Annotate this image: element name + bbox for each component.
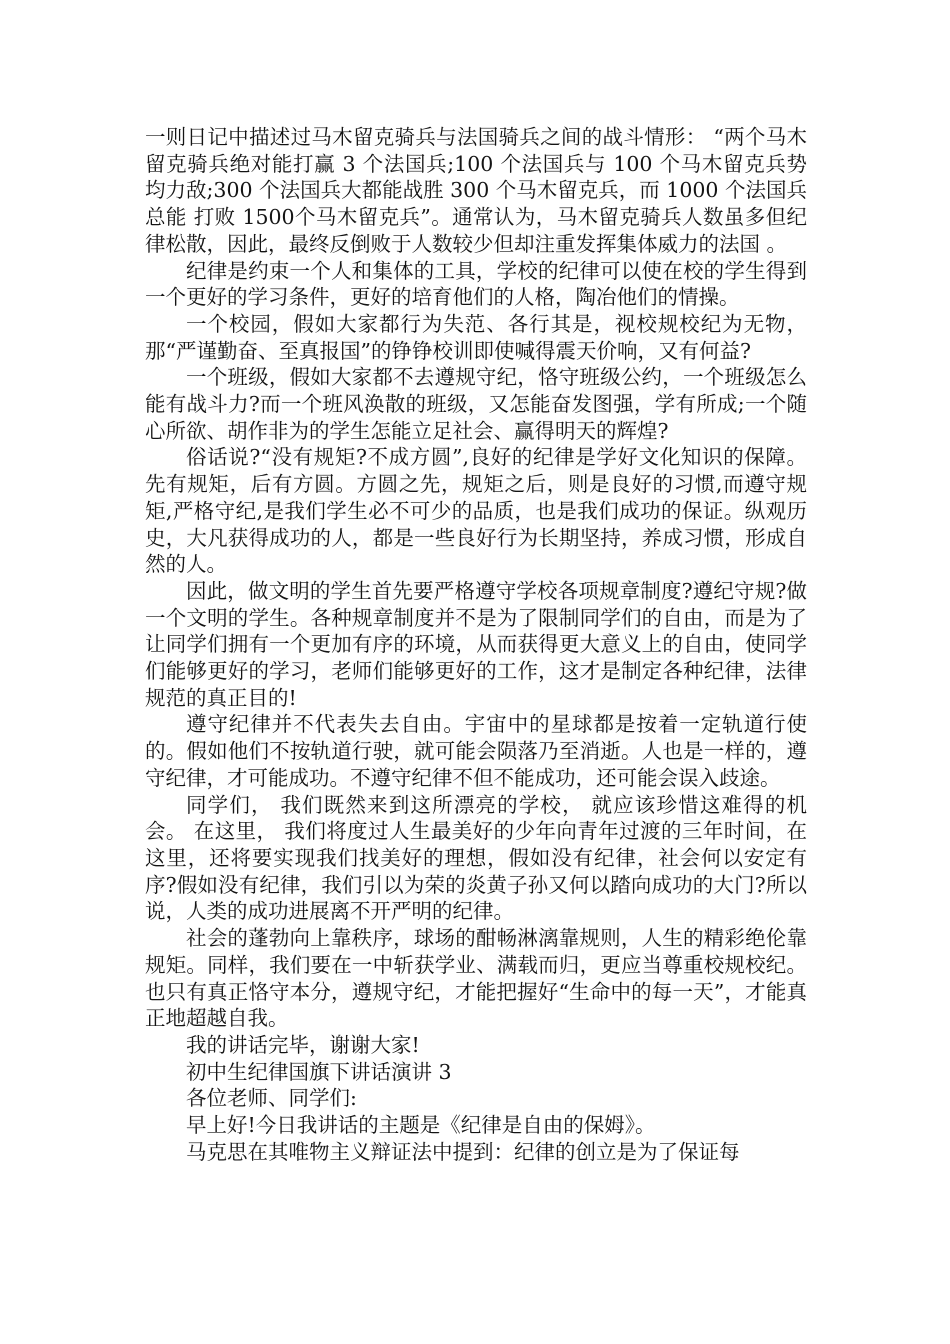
paragraph: 一则日记中描述过马木留克骑兵与法国骑兵之间的战斗情形： “两个马木留克骑兵绝对能打赢 3 个法国兵;100 个法国兵与 100 个马木留克兵势均力敌;300 个法国兵大都能战胜 300 个马木留克兵，而 1000 个法国兵总能 打败 1500个马木留克兵”。通常认为，马木留克骑兵人数虽多但纪律松散，因此，最终反倒败于人数较少但却注重发挥集体威力的法国 。 (145, 125, 807, 256)
paragraph: 马克思在其唯物主义辩证法中提到：纪律的创立是为了保证每 (186, 1139, 740, 1164)
salutation: 各位老师、同学们: (186, 1086, 357, 1111)
paragraph: 纪律是约束一个人和集体的工具，学校的纪律可以使在校的学生得到一个更好的学习条件，更好的培育他们的人格，陶冶他们的情操。 (145, 258, 807, 310)
closing-line: 我的讲话完毕，谢谢大家! (186, 1032, 420, 1057)
paragraph: 早上好!今日我讲话的主题是《纪律是自由的保姆》。 (186, 1113, 656, 1138)
paragraph: 遵守纪律并不代表失去自由。宇宙中的星球都是按着一定轨道行使的。假如他们不按轨道行驶，就可能会陨落乃至消逝。人也是一样的，遵守纪律，才可能成功。不遵守纪律不但不能成功，还可能会误入歧途。 (145, 712, 807, 790)
paragraph: 社会的蓬勃向上靠秩序，球场的酣畅淋漓靠规则，人生的精彩绝伦靠规矩。同样，我们要在一中斩获学业、满载而归，更应当尊重校规校纪。也只有真正恪守本分，遵规守纪，才能把握好“生命中的每一天”，才能真正地超越自我。 (145, 926, 807, 1031)
paragraph: 一个校园，假如大家都行为失范、各行其是，视校规校纪为无物，那“严谨勤奋、至真报国”的铮铮校训即使喊得震天价响，又有何益? (145, 311, 807, 363)
section-heading: 初中生纪律国旗下讲话演讲 3 (186, 1059, 452, 1084)
paragraph: 俗话说?“没有规矩?不成方圆”,良好的纪律是学好文化知识的保障。先有规矩，后有方圆。方圆之先，规矩之后，则是良好的习惯,而遵守规矩,严格守纪,是我们学生必不可少的品质，也是我们成功的保证。纵观历史，大凡获得成功的人，都是一些良好行为长期坚持，养成习惯，形成自然的人。 (145, 445, 807, 577)
document-body (145, 124, 807, 1165)
paragraph: 一个班级，假如大家都不去遵规守纪，恪守班级公约，一个班级怎么能有战斗力?而一个班风涣散的班级，又怎能奋发图强，学有所成;一个随心所欲、胡作非为的学生怎能立足社会、赢得明天的辉煌? (145, 365, 807, 443)
paragraph: 因此，做文明的学生首先要严格遵守学校各项规章制度?遵纪守规?做一个文明的学生。各种规章制度并不是为了限制同学们的自由，而是为了让同学们拥有一个更加有序的环境，从而获得更大意义上的自由，使同学们能够更好的学习，老师们能够更好的工作，这才是制定各种纪律，法律规范的真正目的! (145, 578, 807, 710)
paragraph: 同学们， 我们既然来到这所漂亮的学校， 就应该珍惜这难得的机会。 在这里， 我们将度过人生最美好的少年向青年过渡的三年时间，在这里，还将要实现我们找美好的理想，假如没有纪律，社会何以安定有序?假如没有纪律，我们引以为荣的炎黄子孙又何以踏向成功的大门?所以说，人类的成功进展离不开严明的纪律。 (145, 792, 807, 924)
